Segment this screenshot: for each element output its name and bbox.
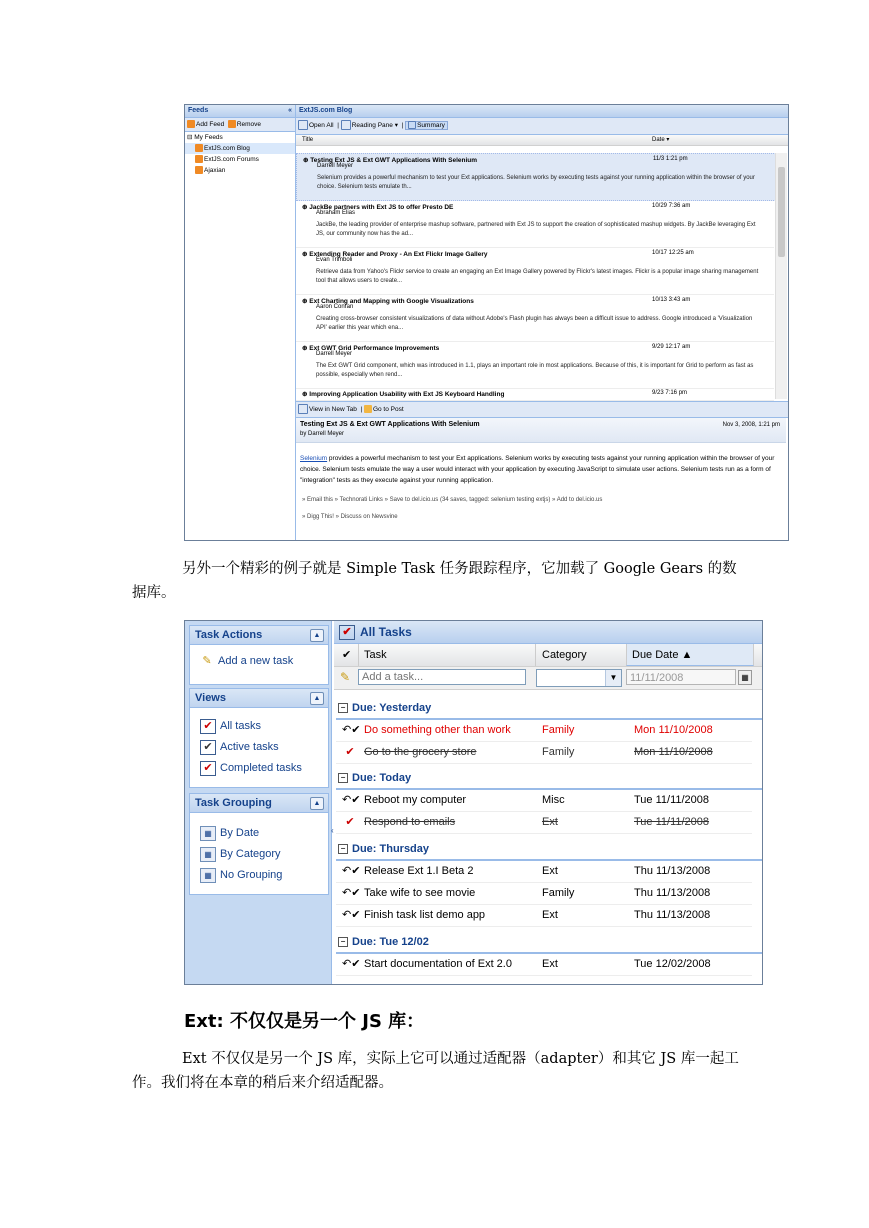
task-check-icon[interactable]: ↶✔ <box>342 958 361 970</box>
feed-toolbar: Open All | Reading Pane ▾ | Summary <box>296 118 788 135</box>
new-task-row <box>334 667 762 690</box>
group-by-date[interactable]: ▦ By Date <box>190 823 328 844</box>
open-all-icon <box>298 120 308 130</box>
rss-icon <box>195 144 203 152</box>
checkbox-icon: ✔ <box>200 740 216 755</box>
grid-icon: ▦ <box>200 826 216 841</box>
collapse-icon[interactable]: − <box>338 773 348 783</box>
category-select[interactable] <box>536 669 622 687</box>
add-task-action[interactable]: ✎ Add a new task <box>190 651 328 672</box>
table-row[interactable]: ↶✔ Reboot my computer Misc Tue 11/11/2008 <box>336 790 752 812</box>
splitter-icon[interactable]: ‹ <box>331 826 334 835</box>
preview-title: Testing Ext JS & Ext GWT Applications With Selenium <box>300 421 480 428</box>
checkbox-icon: ✔ <box>200 719 216 734</box>
view-active-tasks[interactable]: ✔ Active tasks <box>190 737 328 758</box>
due-date-field[interactable]: 11/11/2008 <box>626 669 736 685</box>
scroll-thumb[interactable] <box>778 167 785 257</box>
calendar-icon[interactable]: ▦ <box>738 670 752 685</box>
preview-author: by Darrell Meyer <box>300 431 345 437</box>
group-by-category[interactable]: ▦ By Category <box>190 844 328 865</box>
feed-entry[interactable] <box>296 342 774 389</box>
feed-main-panel <box>296 105 788 540</box>
add-task-input[interactable] <box>358 669 526 685</box>
collapse-icon[interactable]: − <box>338 703 348 713</box>
group-header[interactable]: − Due: Thursday <box>336 839 763 861</box>
col-due-date[interactable]: Due Date ▲ <box>632 649 693 661</box>
task-check-icon[interactable]: ↶✔ <box>342 794 361 806</box>
summary-button[interactable]: Summary <box>405 121 448 130</box>
collapse-icon[interactable]: « <box>288 107 292 114</box>
entry-body: The Ext GWT Grid component, which was introduced in 1.1, plays an important role in most applications. Because of this, it is important for Grid to perform as fast as possible, especially when rend... <box>316 363 754 378</box>
table-row[interactable]: ✔ Respond to emails Ext Tue 11/11/2008 <box>336 812 752 834</box>
preview-links-2[interactable]: » Digg This! » Discuss on Newsvine <box>302 514 398 520</box>
tree-item-feed[interactable]: Ajaxian <box>185 165 295 176</box>
view-completed-tasks[interactable]: ✔ Completed tasks <box>190 758 328 779</box>
table-row[interactable]: ↶✔ Take wife to see movie Family Thu 11/13/2008 <box>336 883 752 905</box>
feed-entry[interactable] <box>296 295 774 342</box>
task-check-icon[interactable]: ↶✔ <box>342 887 361 899</box>
entry-body: JackBe, the leading provider of enterprise mashup software, partnered with Ext JS to support the creation of sophisticated mashup widgets. By JackBe leveraging Ext JS, our community now has the ad... <box>316 222 756 237</box>
grouping-header: Task Grouping ▲ <box>190 794 328 813</box>
go-to-post-button[interactable]: Go to Post <box>372 406 404 413</box>
all-tasks-header: ✔ All Tasks <box>334 621 762 644</box>
feeds-panel <box>185 105 296 540</box>
entry-author: Aaron Conran <box>316 304 354 310</box>
collapse-icon[interactable]: − <box>338 844 348 854</box>
col-task[interactable]: Task <box>364 649 387 661</box>
task-actions-panel <box>189 625 329 685</box>
feed-tab-header <box>296 105 788 118</box>
pencil-icon: ✎ <box>202 654 212 667</box>
no-grouping[interactable]: ▦ No Grouping <box>190 865 328 886</box>
new-tab-icon <box>298 404 308 414</box>
summary-icon <box>408 121 416 129</box>
preview-body: Selenium provides a powerful mechanism to test your Ext applications. Selenium works by executing tests against your running application within the browser of your choice. Selenium tests emulate the way a user would interact with your application by executing JavaScript to simulate user actions. Selenium tests run as a form of "integration" tests as they execute against your running application. <box>300 455 775 484</box>
feed-viewer-screenshot <box>184 104 789 541</box>
remove-icon <box>228 120 236 128</box>
entry-body: Selenium provides a powerful mechanism to test your Ext applications. Selenium works by executing tests against your running application within the browser of your choice. Selenium tests emulate th... <box>317 175 755 190</box>
collapse-icon[interactable]: ▲ <box>310 797 324 810</box>
collapse-icon[interactable]: ▲ <box>310 629 324 642</box>
feed-grid-header <box>296 135 788 146</box>
rss-icon <box>195 166 203 174</box>
checkbox-icon: ✔ <box>200 761 216 776</box>
entry-date: 10/13 3:43 am <box>652 297 691 303</box>
tab-blog[interactable]: ExtJS.com Blog <box>299 107 353 114</box>
views-header: Views ▲ <box>190 689 328 708</box>
entry-date: 10/17 12:25 am <box>652 250 694 256</box>
entry-author: Abraham Elias <box>316 210 356 216</box>
entry-date: 9/29 12:17 am <box>652 344 691 350</box>
col-check[interactable]: ✔ <box>342 649 352 661</box>
tree-item-feed[interactable]: ExtJS.com Blog <box>185 143 295 154</box>
entry-title: ⊕ Testing Ext JS & Ext GWT Applications With Selenium <box>303 157 478 164</box>
task-sidebar <box>185 621 332 984</box>
feed-entry[interactable] <box>296 201 774 248</box>
open-all-button[interactable]: Open All <box>309 122 334 129</box>
entry-title: ⊕ Improving Application Usability with Ext JS Keyboard Handling <box>302 391 505 398</box>
task-check-icon[interactable]: ✔ <box>345 746 355 758</box>
entry-body: Retrieve data from Yahoo's Flickr service to create an engaging an Ext Image Gallery powered by Flickr's latest images. Flickr is a popular image sharing management tool that allows users to create... <box>316 269 759 284</box>
feed-entry[interactable] <box>296 388 774 401</box>
grid-icon: ▦ <box>200 847 216 862</box>
feeds-title: Feeds <box>188 107 209 114</box>
collapse-icon[interactable]: − <box>338 937 348 947</box>
add-feed-icon <box>187 120 195 128</box>
feed-scrollbar[interactable] <box>775 153 787 399</box>
reading-pane-button[interactable]: Reading Pane <box>351 122 393 129</box>
table-row[interactable]: ↶✔ Do something other than work Family Mon 11/10/2008 <box>336 720 752 742</box>
task-check-icon[interactable]: ↶✔ <box>342 724 361 736</box>
entry-author: Darrell Meyer <box>317 163 354 169</box>
preview-toolbar: View in New Tab | Go to Post <box>296 401 788 418</box>
preview-links[interactable]: » Email this » Technorati Links » Save to del.icio.us (34 saves, tagged: selenium testing extjs) » Add to del.icio.us <box>302 497 603 503</box>
col-title[interactable]: Title <box>302 137 314 143</box>
table-row[interactable]: ↶✔ Start documentation of Ext 2.0 Ext Tue 12/02/2008 <box>336 954 752 976</box>
task-check-icon[interactable]: ✔ <box>345 816 355 828</box>
go-post-icon <box>364 405 372 413</box>
entry-title: ⊕ Extending Reader and Proxy - An Ext Flickr Image Gallery <box>302 251 488 258</box>
tree-root[interactable]: ⊟ My Feeds <box>187 134 223 141</box>
entry-title: ⊕ Ext Charting and Mapping with Google Visualizations <box>302 298 474 305</box>
entry-date: 10/29 7:36 am <box>652 203 691 209</box>
col-date[interactable]: Date ▾ <box>652 137 670 143</box>
entry-title: ⊕ JackBe partners with Ext JS to offer Presto DE <box>302 204 454 211</box>
grid-column-header <box>334 644 762 667</box>
feeds-panel-header <box>185 105 295 118</box>
feed-entry[interactable] <box>296 248 774 295</box>
entry-date: 11/3 1:21 pm <box>653 156 688 162</box>
col-category[interactable]: Category <box>542 649 587 661</box>
feed-entry[interactable] <box>296 153 776 201</box>
preview-date: Nov 3, 2008, 1:21 pm <box>722 422 780 428</box>
selenium-link[interactable]: Selenium <box>300 455 328 462</box>
entry-author: Darrell Meyer <box>316 351 353 357</box>
section-heading: Ext: 不仅仅是另一个 JS 库： <box>184 1011 425 1032</box>
collapse-icon[interactable]: ▲ <box>310 692 324 705</box>
preview-header <box>296 418 786 443</box>
pencil-icon: ✎ <box>340 670 351 684</box>
paragraph-1: 另外一个精彩的例子就是 Simple Task 任务跟踪程序，它加载了 Google Gears 的数据库。 <box>132 561 737 601</box>
dropdown-arrow-icon[interactable]: ▼ <box>605 670 621 686</box>
task-app-screenshot <box>184 620 763 985</box>
table-row[interactable]: ✔ Go to the grocery store Family Mon 11/10/2008 <box>336 742 752 764</box>
entry-body: Creating cross-browser consistent visualizations of data without Adobe's Flash plugin has always been a difficult issue to address. Google introduced a 'Visualization API' earlier this year which ena... <box>316 316 753 331</box>
tree-item-feed[interactable]: ExtJS.com Forums <box>185 154 295 165</box>
group-header[interactable]: − Due: Today <box>336 768 763 790</box>
table-row[interactable]: ↶✔ Release Ext 1.I Beta 2 Ext Thu 11/13/2008 <box>336 861 752 883</box>
grouping-panel <box>189 793 329 895</box>
task-grid <box>334 621 762 984</box>
grid-icon: ▦ <box>200 868 216 883</box>
reading-pane-icon <box>341 120 351 130</box>
task-check-icon[interactable]: ↶✔ <box>342 909 361 921</box>
remove-button[interactable]: Remove <box>236 121 262 128</box>
entry-title: ⊕ Ext GWT Grid Performance Improvements <box>302 345 440 352</box>
entry-date: 9/23 7:16 pm <box>652 390 688 396</box>
feeds-toolbar <box>185 118 295 132</box>
paragraph-2: Ext 不仅仅是另一个 JS 库，实际上它可以通过适配器（adapter）和其它 JS 库一起工作。我们将在本章的稍后来介绍适配器。 <box>132 1051 739 1091</box>
group-header[interactable]: − Due: Tue 12/02 <box>336 932 763 954</box>
views-panel <box>189 688 329 788</box>
table-row[interactable]: ↶✔ Finish task list demo app Ext Thu 11/13/2008 <box>336 905 752 927</box>
view-new-tab-button[interactable]: View in New Tab <box>309 406 357 413</box>
rss-icon <box>195 155 203 163</box>
group-header[interactable]: − Due: Yesterday <box>336 698 763 720</box>
task-check-icon[interactable]: ↶✔ <box>342 865 361 877</box>
checkbox-icon: ✔ <box>339 625 355 640</box>
entry-author: Evan Trimboli <box>316 257 353 263</box>
task-actions-header: Task Actions ▲ <box>190 626 328 645</box>
add-feed-button[interactable]: Add Feed <box>196 121 225 128</box>
view-all-tasks[interactable]: ✔ All tasks <box>190 716 328 737</box>
